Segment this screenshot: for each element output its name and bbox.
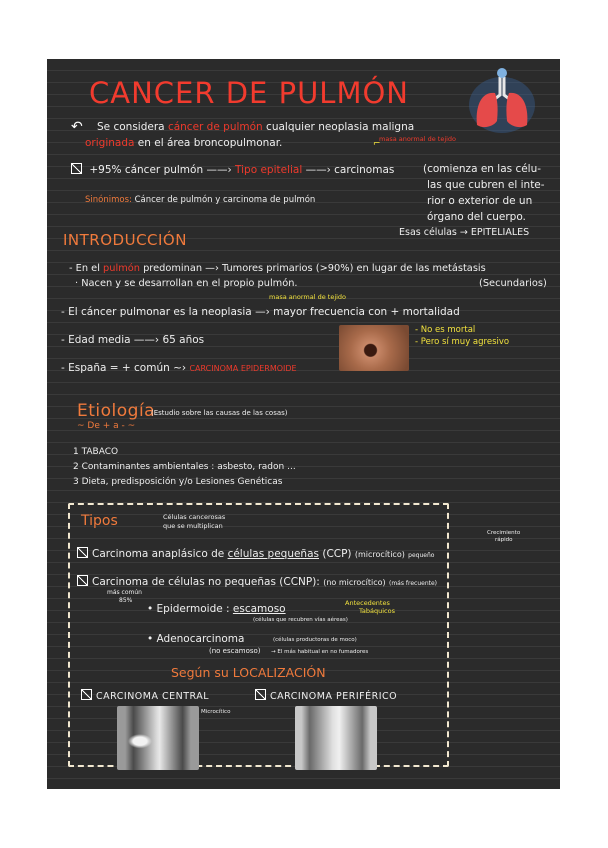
lungs-illustration: [467, 67, 537, 137]
note-no-mortal: - No es mortal: [415, 325, 476, 335]
intro-item-4: - Edad media ——› 65 años: [61, 334, 205, 346]
section-tipos: Tipos: [81, 513, 118, 529]
etiologia-item-3: 3 Dieta, predisposición y/o Lesiones Genéticas: [73, 477, 283, 487]
checkbox-icon: [77, 547, 88, 558]
checkbox-icon: [255, 689, 266, 700]
curved-arrow: ↶: [71, 119, 83, 135]
note-celulas-2: que se multiplican: [163, 522, 223, 530]
note-epidermoide: (células que recubren vías aéreas): [253, 617, 348, 623]
etiologia-item-1: 1 TABACO: [73, 447, 119, 457]
note-masa-anormal: masa anormal de tejido: [379, 135, 457, 143]
checkbox-icon: [77, 575, 88, 586]
intro-line-2: originada en el área broncopulmonar.: [85, 137, 283, 149]
patient-photo: [339, 325, 409, 371]
intro-item-3: - El cáncer pulmonar es la neoplasia —› mayor frecuencia con + mortalidad: [61, 306, 460, 318]
tipo-ccnp: Carcinoma de células no pequeñas (CCNP): (no microcítico) (más frecuente): [77, 575, 437, 588]
pct-paren-3: rior o exterior de un: [427, 195, 533, 207]
tipo-adenocarcinoma: • Adenocarcinoma: [147, 633, 245, 645]
esas-celulas: Esas células → EPITELIALES: [399, 227, 530, 238]
notes-page: [47, 59, 560, 789]
intro-item-1: - En el pulmón predominan —› Tumores primarios (>90%) en lugar de las metástasis: [69, 263, 486, 274]
note-mas-comun: más común: [107, 589, 142, 596]
intro-line-1: Se considera cáncer de pulmón cualquier neoplasia maligna: [97, 121, 415, 133]
central-label: CARCINOMA CENTRAL: [81, 689, 209, 702]
note-masa-anormal-2: masa anormal de tejido: [269, 293, 347, 301]
intro-item-2: · Nacen y se desarrollan en el propio pulmón.: [75, 278, 298, 289]
section-introduccion: INTRODUCCIÓN: [63, 231, 187, 249]
note-antecedentes-1: Antecedentes: [345, 599, 390, 607]
note-mas-habitual: → El más habitual en no fumadores: [271, 649, 369, 655]
pct-paren-1: (comienza en las célu-: [423, 163, 542, 175]
page-title: CANCER DE PULMÓN: [89, 76, 410, 110]
note-no-escamoso: (no escamoso): [209, 647, 261, 655]
xray-central: [117, 706, 199, 770]
etiologia-sub: (Estudio sobre las causas de las cosas): [151, 409, 288, 417]
pct-paren-4: órgano del cuerpo.: [427, 211, 526, 223]
arrow-note: ⌐: [373, 139, 381, 149]
etiologia-de: ~ De + a - ~: [77, 421, 136, 431]
note-adeno: (células productoras de moco): [273, 637, 357, 643]
pct-paren-2: las que cubren el inte-: [427, 179, 545, 191]
section-etiologia: Etiología: [77, 401, 156, 421]
periferico-label: CARCINOMA PERIFÉRICO: [255, 689, 397, 702]
note-antecedentes-2: Tabáquicos: [359, 607, 395, 615]
tipo-epidermoide: • Epidermoide : escamoso: [147, 603, 286, 615]
intro-item-5: - España = + común ~› CARCINOMA EPIDERMOIDE: [61, 362, 297, 374]
note-crecimiento-1: Crecimiento: [487, 530, 521, 536]
tipo-ccp: Carcinoma anaplásico de células pequeñas (CCP) (microcítico) pequeño: [77, 547, 434, 560]
note-agresivo: - Pero sí muy agresivo: [415, 337, 510, 347]
sinonimos: Sinónimos: Cáncer de pulmón y carcinoma de pulmón: [85, 195, 316, 205]
checkbox-icon: [81, 689, 92, 700]
note-microcitico: Microcítico: [201, 709, 231, 715]
note-celulas-1: Células cancerosas: [163, 513, 226, 521]
note-crecimiento-2: rápido: [495, 537, 513, 543]
heading-localizacion: Según su LOCALIZACIÓN: [171, 665, 326, 680]
note-85: 85%: [119, 597, 133, 604]
intro-item-2-right: (Secundarios): [479, 278, 547, 289]
etiologia-item-2: 2 Contaminantes ambientales : asbesto, radon ...: [73, 462, 296, 472]
xray-periferico: [295, 706, 377, 770]
checkbox-icon: [71, 163, 82, 174]
pct-line: +95% cáncer pulmón ——› Tipo epitelial ——› carcinomas: [71, 163, 394, 176]
